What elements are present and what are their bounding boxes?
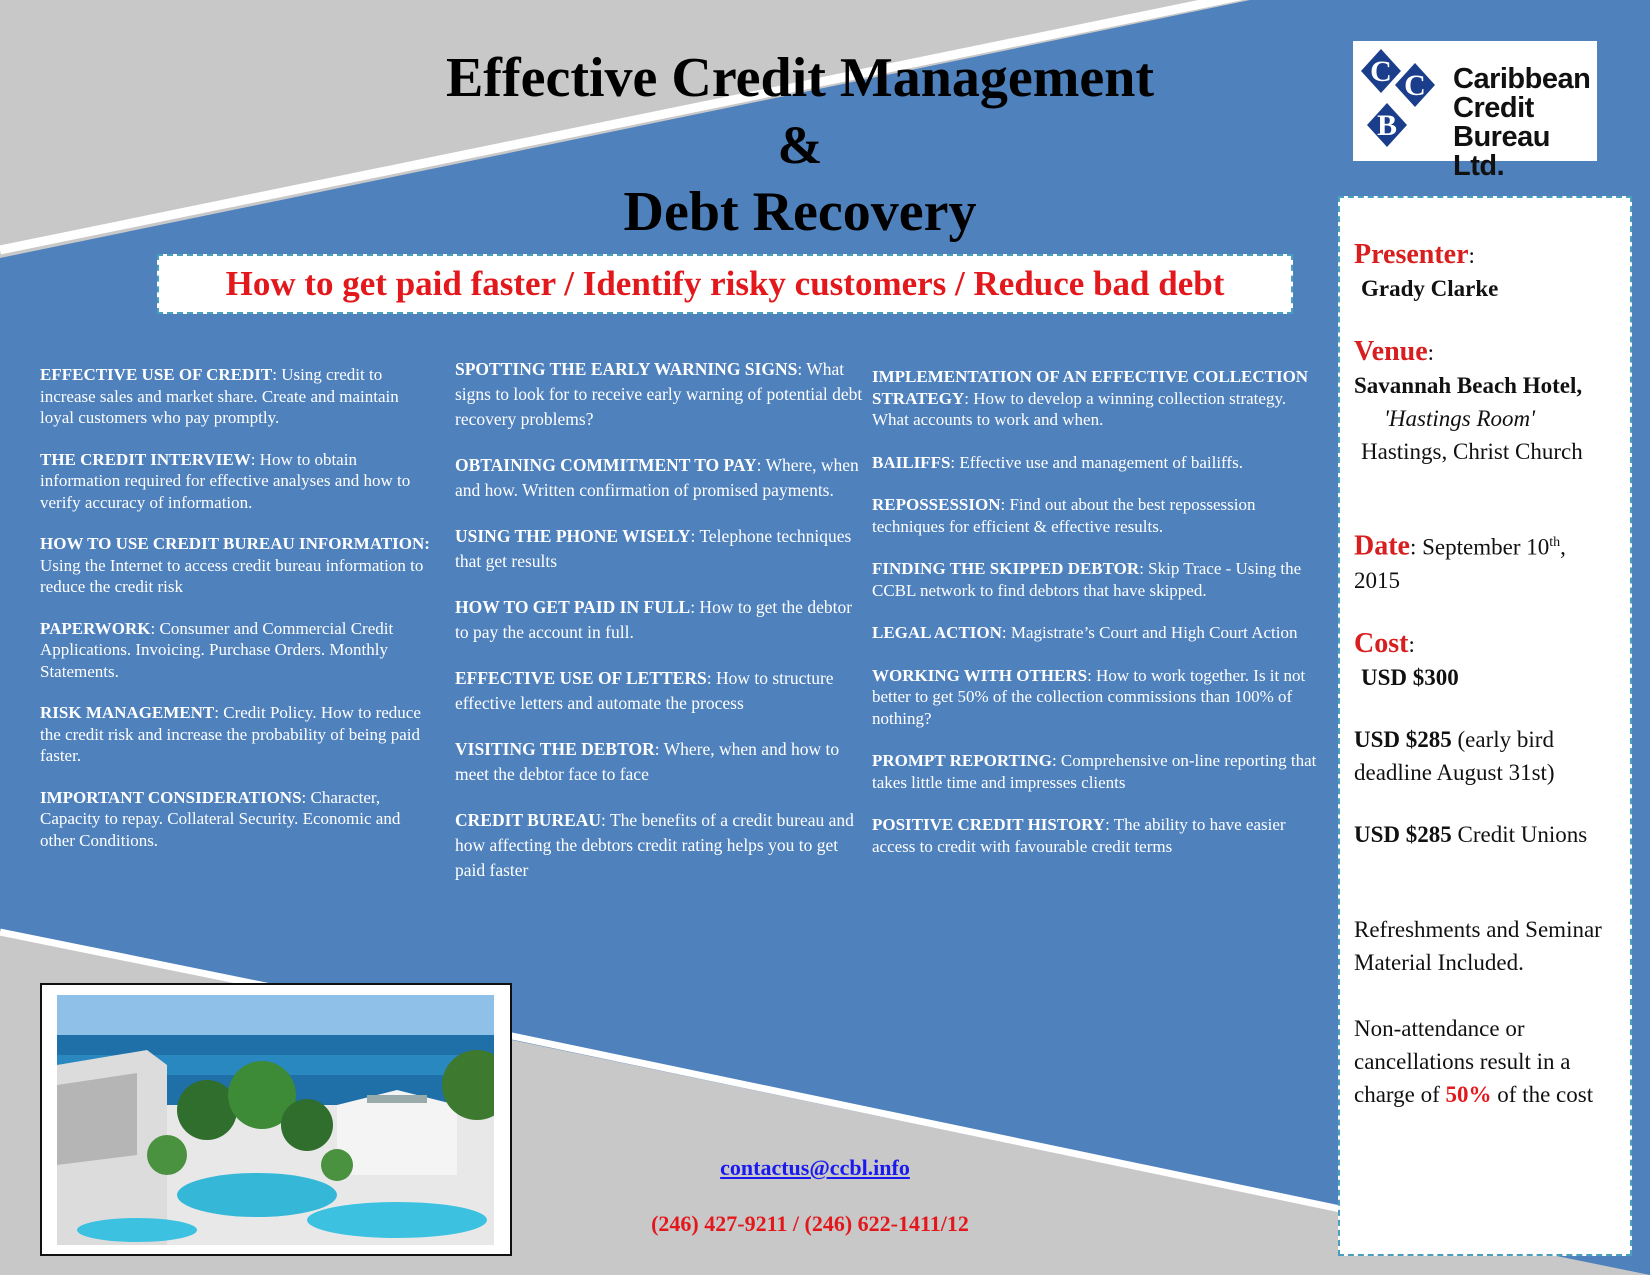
topic-heading: IMPORTANT CONSIDERATIONS bbox=[40, 787, 302, 807]
topic-item bbox=[40, 364, 435, 429]
topic-description: : Character, Capacity to repay. Collateral Security. Economic and other Conditions. bbox=[40, 787, 401, 850]
topic-heading: POSITIVE CREDIT HISTORY bbox=[872, 815, 1106, 834]
topic-item bbox=[40, 618, 435, 683]
topic-item bbox=[872, 452, 1322, 474]
topic-description: : Using credit to increase sales and market share. Create and maintain loyal customers who pay promptly. bbox=[40, 365, 399, 427]
svg-text:C: C bbox=[1370, 55, 1392, 88]
topics-column-2 bbox=[455, 357, 865, 904]
refreshments-note: Refreshments and Seminar Material Included. bbox=[1354, 916, 1602, 975]
logo-name: Caribbean Credit Bureau Ltd. bbox=[1453, 63, 1591, 182]
svg-text:B: B bbox=[1376, 109, 1398, 142]
topic-heading: LEGAL ACTION bbox=[872, 623, 1002, 642]
topic-description: : The benefits of a credit bureau and how affecting the debtors credit rating helps you to get paid faster bbox=[455, 810, 854, 880]
cancellation-note: Non-attendance or cancellations result in a charge of 50% of the cost bbox=[1354, 1015, 1594, 1107]
cost-credit-unions: USD $285 Credit Unions bbox=[1354, 821, 1588, 847]
title-line-3: Debt Recovery bbox=[623, 181, 977, 243]
topic-item bbox=[40, 787, 435, 852]
topic-item bbox=[872, 494, 1322, 537]
topic-heading: FINDING THE SKIPPED DEBTOR bbox=[872, 559, 1140, 578]
topic-description: : Telephone techniques that get results bbox=[455, 526, 852, 571]
contact-email-link[interactable]: contactus@ccbl.info bbox=[720, 1155, 910, 1180]
topics-column-1 bbox=[40, 364, 435, 871]
topic-heading: HOW TO USE CREDIT BUREAU INFORMATION: bbox=[40, 534, 430, 553]
topic-heading: IMPLEMENTATION OF AN EFFECTIVE COLLECTION STRATEGY bbox=[872, 367, 1309, 408]
topic-item bbox=[40, 702, 435, 767]
ccb-monogram-icon bbox=[1353, 41, 1453, 161]
topic-description: : How to develop a winning collection strategy. What accounts to work and when. bbox=[872, 388, 1287, 429]
topic-description: : Magistrate’s Court and High Court Action bbox=[1001, 623, 1298, 642]
topic-description: : How to structure effective letters and automate the process bbox=[455, 668, 834, 713]
topic-heading: BAILIFFS bbox=[872, 452, 951, 472]
topic-description: : How to obtain information required for effective analyses and how to verify accuracy of information. bbox=[40, 449, 411, 512]
venue-room: 'Hastings Room' bbox=[1384, 406, 1536, 431]
topic-description: : How to work together. Is it not better to get 50% of the collection commissions than 100% of nothing? bbox=[872, 665, 1306, 728]
presenter-name: Grady Clarke bbox=[1361, 276, 1499, 301]
topic-item bbox=[872, 814, 1322, 857]
tagline-banner: How to get paid faster / Identify risky customers / Reduce bad debt bbox=[157, 254, 1293, 314]
title-line-1: Effective Credit Management bbox=[445, 47, 1155, 109]
topic-heading: EFFECTIVE USE OF LETTERS bbox=[455, 668, 707, 688]
topic-item bbox=[455, 808, 865, 883]
company-logo bbox=[1353, 41, 1597, 182]
cost-early-bird: USD $285 (early bird deadline August 31st) bbox=[1354, 726, 1555, 785]
hotel-photo bbox=[40, 983, 512, 1256]
topic-item bbox=[872, 750, 1322, 793]
topic-item bbox=[455, 595, 865, 645]
topic-heading: PROMPT REPORTING bbox=[872, 751, 1052, 770]
presenter-label: Presenter bbox=[1354, 239, 1469, 270]
svg-text:C: C bbox=[1404, 69, 1426, 102]
topic-heading: REPOSSESSION bbox=[872, 495, 1001, 514]
topic-heading: PAPERWORK bbox=[40, 618, 151, 638]
cost-standard: USD $300 bbox=[1361, 664, 1459, 690]
topic-description: : How to get the debtor to pay the account in full. bbox=[455, 597, 853, 642]
topic-description: : Consumer and Commercial Credit Applications. Invoicing. Purchase Orders. Monthly Statements. bbox=[40, 618, 394, 681]
title-line-2: & bbox=[777, 115, 823, 175]
topic-item bbox=[455, 666, 865, 716]
topic-item bbox=[40, 533, 435, 598]
topic-heading: EFFECTIVE USE OF CREDIT bbox=[40, 365, 273, 384]
topic-description: : Find out about the best repossession techniques for efficient & effective results. bbox=[872, 495, 1256, 536]
topic-description: : Skip Trace - Using the CCBL network to find debtors that have skipped. bbox=[872, 559, 1302, 600]
cost-label: Cost bbox=[1354, 627, 1409, 659]
topic-description: : Where, when and how to meet the debtor face to face bbox=[455, 739, 840, 784]
contact-phone: (246) 427-9211 / (246) 622-1411/12 bbox=[651, 1211, 969, 1236]
topic-heading: OBTAINING COMMITMENT TO PAY bbox=[455, 455, 757, 475]
topic-description: : Effective use and management of bailiffs. bbox=[950, 452, 1243, 472]
topic-heading: SPOTTING THE EARLY WARNING SIGNS bbox=[455, 359, 798, 379]
topic-item bbox=[455, 737, 865, 787]
event-details-panel: Presenter: Grady Clarke Venue: Savannah Beach Hotel, 'Hastings Room' Hastings, Christ Church Date: September 10th, 2015 Cost: USD $300 USD $285 (early bird deadline August 31st) USD $285 Credit Unions Refreshments and Seminar Material Included. Non-attendance or cancellations result in a charge of 50% of the cost bbox=[1338, 196, 1632, 1256]
topic-item bbox=[455, 453, 865, 503]
topics-column-3 bbox=[872, 366, 1322, 878]
topic-item bbox=[872, 366, 1322, 431]
topic-description: : Credit Policy. How to reduce the credit risk and increase the probability of being paid faster. bbox=[40, 703, 421, 765]
topic-description: : The ability to have easier access to credit with favourable credit terms bbox=[872, 815, 1286, 856]
topic-heading: THE CREDIT INTERVIEW bbox=[40, 449, 251, 469]
topic-item bbox=[455, 524, 865, 574]
topic-item bbox=[455, 357, 865, 432]
topic-heading: CREDIT BUREAU bbox=[455, 810, 602, 830]
topic-item bbox=[40, 449, 435, 514]
topic-description: : Comprehensive on-line reporting that takes little time and impresses clients bbox=[872, 751, 1317, 792]
topic-item bbox=[872, 622, 1322, 644]
topic-item bbox=[872, 665, 1322, 730]
topic-heading: USING THE PHONE WISELY bbox=[455, 526, 691, 546]
topic-heading: WORKING WITH OTHERS bbox=[872, 665, 1088, 685]
date-label: Date bbox=[1354, 530, 1410, 562]
topic-description: : What signs to look for to receive early warning of potential debt recovery problems? bbox=[455, 359, 863, 429]
venue-location: Hastings, Christ Church bbox=[1361, 439, 1583, 464]
date-year: 2015 bbox=[1354, 567, 1400, 593]
topic-heading: RISK MANAGEMENT bbox=[40, 703, 215, 722]
venue-label: Venue bbox=[1354, 336, 1428, 367]
topic-item bbox=[872, 558, 1322, 601]
topic-heading: HOW TO GET PAID IN FULL bbox=[455, 597, 691, 617]
topic-description: Using the Internet to access credit bureau information to reduce the credit risk bbox=[40, 555, 424, 596]
venue-hotel: Savannah Beach Hotel, bbox=[1354, 373, 1583, 398]
topic-description: : Where, when and how. Written confirmation of promised payments. bbox=[455, 455, 859, 500]
topic-heading: VISITING THE DEBTOR bbox=[455, 739, 655, 759]
